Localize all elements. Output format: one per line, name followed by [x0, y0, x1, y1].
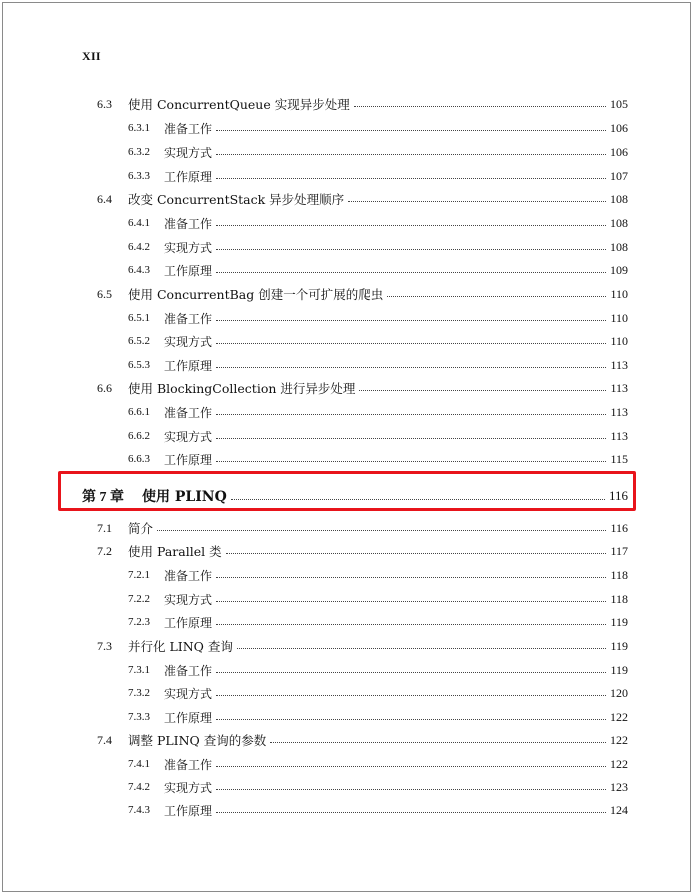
- toc-entry[interactable]: [0, 589, 695, 609]
- toc-entry-page: 118: [610, 591, 628, 606]
- toc-entry[interactable]: [0, 378, 695, 398]
- toc-entry-number: 7.2.3: [128, 616, 150, 628]
- toc-entry-number: 7.3: [97, 638, 112, 653]
- toc-entry-title: 工作原理: [164, 710, 213, 725]
- toc-entry-number: 6.6.3: [128, 453, 150, 465]
- toc-entry-number: 7.2: [97, 543, 112, 558]
- toc-dot-leader: [216, 576, 606, 578]
- toc-entry-page: 124: [610, 802, 628, 817]
- toc-dot-leader: [216, 271, 606, 273]
- toc-dot-leader: [216, 600, 606, 602]
- toc-entry-number: 6.6.1: [128, 406, 150, 418]
- toc-dot-leader: [216, 129, 606, 131]
- toc-entry[interactable]: [0, 683, 695, 703]
- toc-entry-title: 准备工作: [164, 757, 213, 772]
- toc-entry-page: 116: [608, 488, 628, 503]
- toc-entry-page: 120: [610, 685, 628, 700]
- toc-entry[interactable]: [0, 800, 695, 820]
- toc-entry[interactable]: [0, 565, 695, 585]
- page-number: XII: [82, 49, 101, 63]
- toc-dot-leader: [216, 366, 606, 368]
- toc-dot-leader: [387, 295, 606, 297]
- toc-entry[interactable]: [0, 260, 695, 280]
- toc-dot-leader: [216, 623, 606, 625]
- toc-entry-number: 6.3.2: [128, 146, 150, 158]
- toc-dot-leader: [359, 389, 606, 391]
- toc-entry[interactable]: [0, 777, 695, 797]
- toc-entry-page: 106: [610, 120, 628, 135]
- toc-entry-number: 6.4: [97, 191, 112, 206]
- toc-entry-page: 108: [610, 239, 628, 254]
- toc-entry-number: 7.4: [97, 732, 112, 747]
- toc-entry-page: 107: [610, 168, 628, 183]
- toc-entry-number: 6.5.3: [128, 359, 150, 371]
- toc-entry[interactable]: [0, 331, 695, 351]
- toc-dot-leader: [216, 718, 606, 720]
- toc-entry-title: 工作原理: [164, 169, 213, 184]
- toc-entry-page: 110: [610, 333, 628, 348]
- toc-dot-leader: [216, 788, 606, 790]
- toc-entry[interactable]: [0, 94, 695, 114]
- toc-entry-title: 简介: [128, 521, 154, 536]
- toc-entry-title: 使用 BlockingCollection 进行异步处理: [128, 381, 356, 396]
- toc-entry-page: 118: [610, 567, 628, 582]
- toc-entry[interactable]: [0, 541, 695, 561]
- toc-entry-title: 准备工作: [164, 568, 213, 583]
- toc-entry[interactable]: [0, 237, 695, 257]
- toc-entry-number: 7.3.1: [128, 664, 150, 676]
- toc-entry-title: 工作原理: [164, 452, 213, 467]
- toc-entry-title: 并行化 LINQ 查询: [128, 639, 233, 654]
- toc-entry-title: 准备工作: [164, 121, 213, 136]
- toc-entry[interactable]: [0, 118, 695, 138]
- toc-entry-number: 6.4.1: [128, 217, 150, 229]
- toc-dot-leader: [216, 342, 606, 344]
- toc-entry-title: 准备工作: [164, 311, 213, 326]
- toc-dot-leader: [216, 248, 606, 250]
- toc-dot-leader: [216, 437, 606, 439]
- toc-entry-number: 6.3.3: [128, 170, 150, 182]
- toc-entry-page: 106: [610, 144, 628, 159]
- toc-entry-title: 使用 ConcurrentBag 创建一个可扩展的爬虫: [128, 287, 384, 302]
- toc-dot-leader: [348, 200, 606, 202]
- toc-entry[interactable]: [0, 730, 695, 750]
- toc-dot-leader: [216, 319, 606, 321]
- toc-entry-number: 7.3.3: [128, 711, 150, 723]
- toc-entry-number: 6.3: [97, 96, 112, 111]
- toc-entry-page: 113: [610, 380, 628, 395]
- toc-entry-number: 6.6.2: [128, 430, 150, 442]
- toc-entry-number: 6.4.3: [128, 264, 150, 276]
- toc-entry-number: 6.3.1: [128, 122, 150, 134]
- toc-entry[interactable]: [0, 449, 695, 469]
- toc-entry-number: 7.4.3: [128, 804, 150, 816]
- toc-entry-title: 实现方式: [164, 240, 213, 255]
- toc-entry-title: 使用 ConcurrentQueue 实现异步处理: [128, 97, 350, 112]
- toc-entry-number: 7.4.2: [128, 781, 150, 793]
- toc-entry-title: 实现方式: [164, 145, 213, 160]
- toc-entry-page: 113: [610, 428, 628, 443]
- toc-entry-title: 使用 Parallel 类: [128, 544, 222, 559]
- toc-entry-title: 实现方式: [164, 334, 213, 349]
- toc-entry-title: 改变 ConcurrentStack 异步处理顺序: [128, 192, 345, 207]
- toc-dot-leader: [216, 460, 606, 462]
- toc-entry[interactable]: [0, 754, 695, 774]
- toc-entry-title: 调整 PLINQ 查询的参数: [128, 733, 267, 748]
- toc-entry-page: 119: [610, 614, 628, 629]
- toc-entry-number: 7.2.1: [128, 569, 150, 581]
- toc-entry-number: 第 7 章: [82, 490, 124, 505]
- toc-dot-leader: [216, 177, 606, 179]
- toc-entry-page: 108: [610, 215, 628, 230]
- toc-entry-title: 使用 PLINQ: [142, 489, 227, 505]
- toc-entry-page: 113: [610, 357, 628, 372]
- toc-entry-page: 123: [610, 779, 628, 794]
- toc-dot-leader: [157, 529, 606, 531]
- toc-entry-number: 7.1: [97, 520, 112, 535]
- toc-dot-leader: [226, 552, 606, 554]
- chapter-highlight-box: [58, 471, 636, 511]
- toc-entry-number: 6.5.2: [128, 335, 150, 347]
- toc-entry-number: 6.4.2: [128, 241, 150, 253]
- toc-entry-page: 122: [610, 756, 628, 771]
- toc-entry-title: 准备工作: [164, 216, 213, 231]
- toc-entry[interactable]: [0, 355, 695, 375]
- toc-entry-page: 110: [610, 286, 628, 301]
- toc-dot-leader: [216, 811, 606, 813]
- toc-entry-number: 7.2.2: [128, 593, 150, 605]
- toc-entry[interactable]: [0, 189, 695, 209]
- toc-entry-number: 6.5: [97, 286, 112, 301]
- toc-entry-number: 7.3.2: [128, 687, 150, 699]
- toc-entry-title: 工作原理: [164, 803, 213, 818]
- toc-entry[interactable]: [0, 426, 695, 446]
- toc-dot-leader: [354, 105, 606, 107]
- toc-entry[interactable]: [0, 707, 695, 727]
- toc-entry[interactable]: [0, 308, 695, 328]
- toc-entry-page: 119: [610, 638, 628, 653]
- toc-entry[interactable]: [0, 660, 695, 680]
- toc-entry-title: 实现方式: [164, 686, 213, 701]
- toc-entry[interactable]: [0, 142, 695, 162]
- toc-dot-leader: [216, 671, 606, 673]
- toc-dot-leader: [237, 647, 606, 649]
- toc-dot-leader: [216, 224, 606, 226]
- toc-entry-number: 6.6: [97, 380, 112, 395]
- toc-entry[interactable]: [0, 518, 695, 538]
- toc-entry-title: 准备工作: [164, 405, 213, 420]
- toc-entry[interactable]: [0, 213, 695, 233]
- toc-entry-title: 工作原理: [164, 263, 213, 278]
- toc-entry-page: 122: [610, 732, 628, 747]
- toc-entry[interactable]: [0, 636, 695, 656]
- toc-entry-title: 实现方式: [164, 592, 213, 607]
- toc-dot-leader: [216, 694, 606, 696]
- toc-entry-page: 109: [610, 262, 628, 277]
- toc-entry[interactable]: [0, 166, 695, 186]
- toc-entry-page: 119: [610, 662, 628, 677]
- toc-entry-page: 113: [610, 404, 628, 419]
- toc-entry[interactable]: [0, 402, 695, 422]
- toc-dot-leader: [216, 765, 606, 767]
- toc-entry[interactable]: [0, 284, 695, 304]
- toc-entry-page: 117: [610, 543, 628, 558]
- toc-dot-leader: [216, 413, 606, 415]
- toc-entry-page: 105: [610, 96, 628, 111]
- toc-entry-number: 6.5.1: [128, 312, 150, 324]
- toc-entry-title: 实现方式: [164, 429, 213, 444]
- toc-entry-title: 工作原理: [164, 615, 213, 630]
- toc-entry-page: 116: [610, 520, 628, 535]
- toc-entry-title: 工作原理: [164, 358, 213, 373]
- toc-entry[interactable]: [0, 612, 695, 632]
- toc-entry-page: 122: [610, 709, 628, 724]
- toc-entry-page: 110: [610, 310, 628, 325]
- toc-entry-page: 115: [610, 451, 628, 466]
- toc-entry-page: 108: [610, 191, 628, 206]
- toc-entry-number: 7.4.1: [128, 758, 150, 770]
- toc-entry-title: 准备工作: [164, 663, 213, 678]
- toc-dot-leader: [216, 153, 606, 155]
- toc-entry-title: 实现方式: [164, 780, 213, 795]
- toc-dot-leader: [270, 741, 606, 743]
